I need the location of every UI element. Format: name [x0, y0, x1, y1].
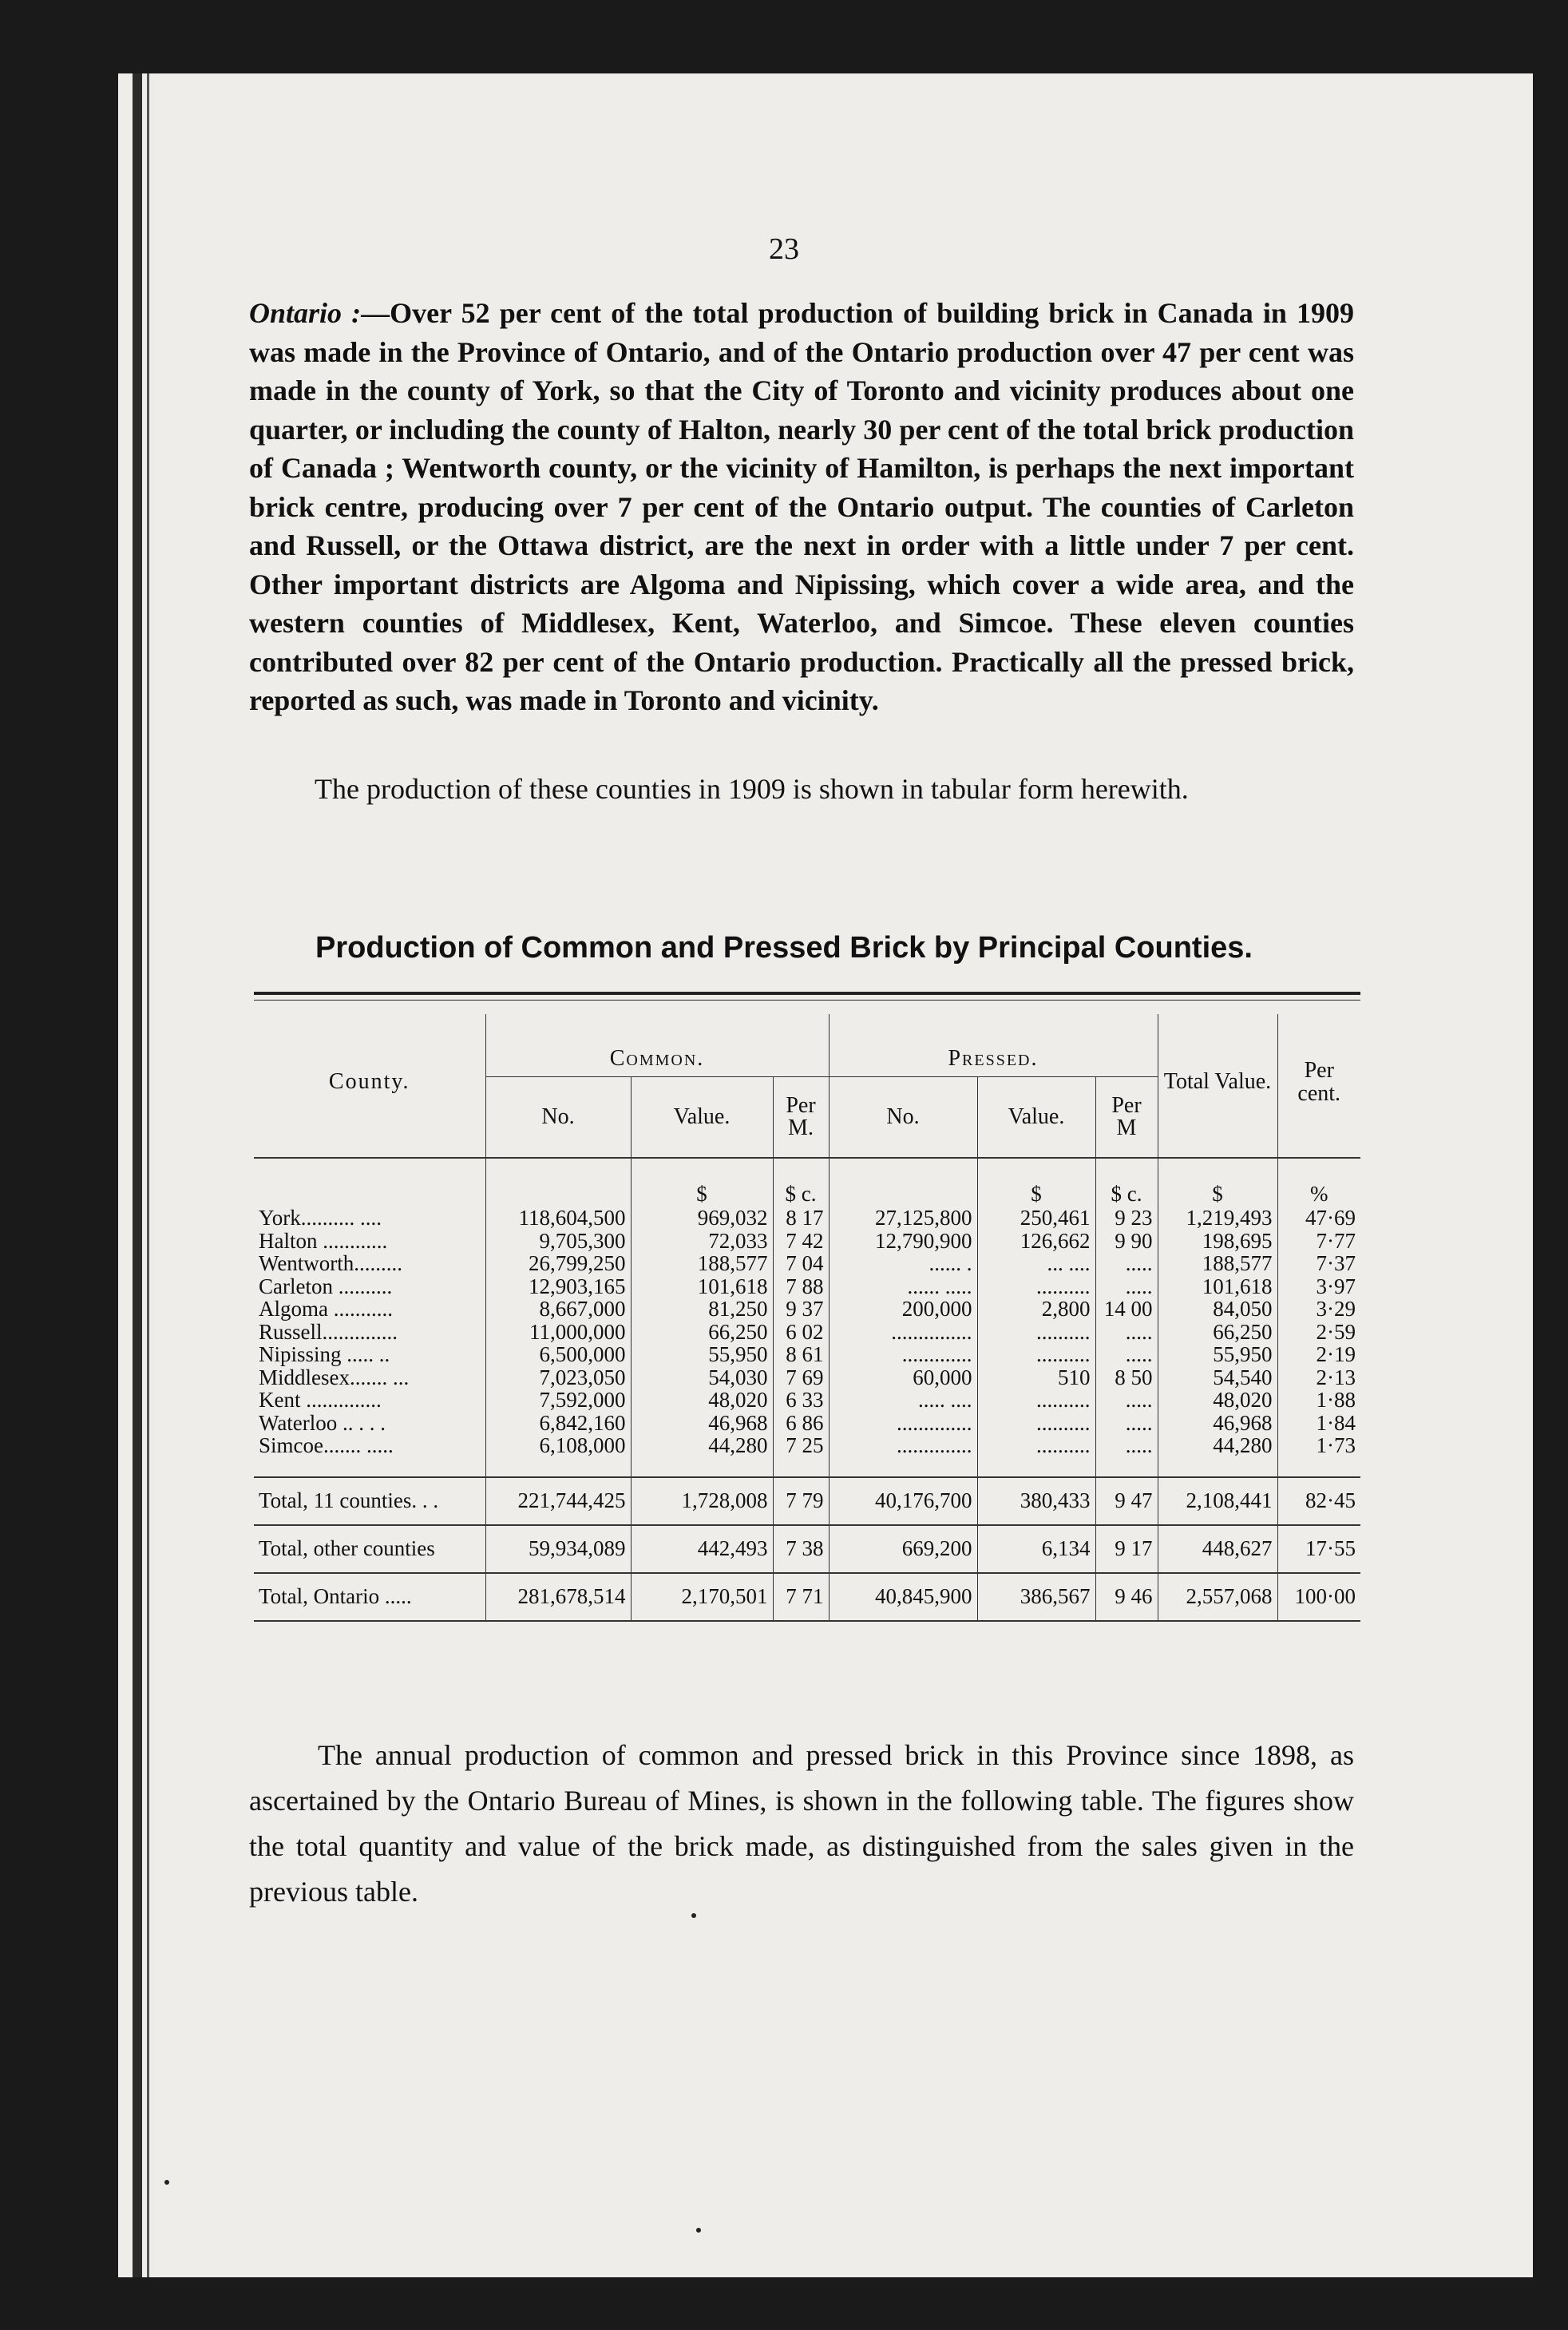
cell-county: York.......... .... — [259, 1206, 382, 1230]
cell-common-per-m: 8 17 — [773, 1207, 829, 1230]
cell-per-cent: 47·69 — [1277, 1207, 1360, 1230]
cell-pressed-per-m: ..... — [1095, 1321, 1158, 1344]
cell-common-value: 72,033 — [631, 1230, 773, 1253]
header-common: Common. — [485, 1014, 829, 1077]
cell-total-value: 54,540 — [1158, 1366, 1277, 1389]
total-row — [254, 1525, 1360, 1573]
total-pressed-no: 40,845,900 — [829, 1573, 977, 1621]
cell-county: Middlesex....... ... — [259, 1365, 410, 1389]
spacer-cell — [485, 1457, 631, 1477]
total-county: Total, 11 counties. . . — [254, 1477, 485, 1525]
table-row — [254, 1434, 1360, 1457]
cell-pressed-value: .......... — [977, 1389, 1095, 1412]
cell-total-value: 66,250 — [1158, 1321, 1277, 1344]
unit-common-per-m: $ c. — [773, 1158, 829, 1207]
cell-total-value: 198,695 — [1158, 1230, 1277, 1253]
header-common-value: Value. — [631, 1077, 773, 1159]
cell-common-per-m: 9 37 — [773, 1298, 829, 1321]
table-row — [254, 1321, 1360, 1344]
cell-pressed-value: .......... — [977, 1434, 1095, 1457]
cell-total-value: 188,577 — [1158, 1252, 1277, 1275]
cell-per-cent: 2·13 — [1277, 1366, 1360, 1389]
cell-pressed-value: 250,461 — [977, 1207, 1095, 1230]
cell-per-cent: 2·19 — [1277, 1343, 1360, 1366]
cell-common-no: 6,108,000 — [485, 1434, 631, 1457]
cell-pressed-value: 510 — [977, 1366, 1095, 1389]
header-pressed-per-m: Per M — [1095, 1077, 1158, 1159]
cell-pressed-no: ............. — [829, 1343, 977, 1366]
cell-pressed-value: .......... — [977, 1321, 1095, 1344]
cell-county: Waterloo .. . . . — [259, 1410, 386, 1435]
total-per-cent: 17·55 — [1277, 1525, 1360, 1573]
header-county: County. — [328, 1069, 410, 1095]
cell-pressed-no: 60,000 — [829, 1366, 977, 1389]
cell-pressed-no: 200,000 — [829, 1298, 977, 1321]
total-pressed-no: 40,176,700 — [829, 1477, 977, 1525]
total-pressed-value: 386,567 — [977, 1573, 1095, 1621]
production-table — [254, 1014, 1360, 1622]
cell-pressed-per-m: 8 50 — [1095, 1366, 1158, 1389]
total-pressed-per-m: 9 46 — [1095, 1573, 1158, 1621]
cell-common-value: 54,030 — [631, 1366, 773, 1389]
cell-pressed-per-m: ..... — [1095, 1343, 1158, 1366]
cell-county: Kent .............. — [259, 1388, 382, 1412]
speck — [696, 2228, 701, 2233]
cell-common-no: 6,500,000 — [485, 1343, 631, 1366]
cell-common-per-m: 8 61 — [773, 1343, 829, 1366]
cell-total-value: 48,020 — [1158, 1389, 1277, 1412]
header-common-per-m: Per M. — [773, 1077, 829, 1159]
table-row — [254, 1343, 1360, 1366]
spacer-row — [254, 1457, 1360, 1477]
total-common-per-m: 7 38 — [773, 1525, 829, 1573]
page-spine — [133, 73, 142, 2277]
total-common-no: 281,678,514 — [485, 1573, 631, 1621]
cell-county: Carleton .......... — [259, 1274, 393, 1298]
cell-common-per-m: 6 33 — [773, 1389, 829, 1412]
cell-per-cent: 1·84 — [1277, 1412, 1360, 1435]
cell-common-value: 81,250 — [631, 1298, 773, 1321]
table-body — [254, 1158, 1360, 1621]
cell-common-per-m: 6 02 — [773, 1321, 829, 1344]
cell-total-value: 1,219,493 — [1158, 1207, 1277, 1230]
table-row — [254, 1207, 1360, 1230]
cell-common-per-m: 7 88 — [773, 1275, 829, 1298]
cell-total-value: 44,280 — [1158, 1434, 1277, 1457]
cell-common-no: 9,705,300 — [485, 1230, 631, 1253]
unit-common-no — [485, 1158, 631, 1207]
cell-common-no: 12,903,165 — [485, 1275, 631, 1298]
total-pressed-per-m: 9 47 — [1095, 1477, 1158, 1525]
cell-common-no: 11,000,000 — [485, 1321, 631, 1344]
title-rule-thin — [254, 1000, 1360, 1001]
cell-common-per-m: 7 25 — [773, 1434, 829, 1457]
cell-common-no: 8,667,000 — [485, 1298, 631, 1321]
cell-per-cent: 2·59 — [1277, 1321, 1360, 1344]
cell-county: Russell.............. — [259, 1319, 398, 1344]
unit-pressed-per-m: $ c. — [1095, 1158, 1158, 1207]
cell-county: Wentworth......... — [259, 1251, 403, 1275]
table-title: Production of Common and Pressed Brick by Principal Counties. — [315, 931, 1253, 965]
total-per-cent: 100·00 — [1277, 1573, 1360, 1621]
total-total-value: 2,557,068 — [1158, 1573, 1277, 1621]
intro-text: —Over 52 per cent of the total production of building brick in Canada in 1909 was made in the Province of Ontario, and of the Ontario production over 47 per cent was made in the county of York, so that the City of Toronto and vicinity produces about one quarter, or including the county of Halton, nearly 30 per cent of the total brick production of Canada ; Wentworth county, or the vicinity of Hamilton, is perhaps the next important brick centre, producing over 7 per cent of the Ontario output. The counties of Carleton and Russell, or the Ottawa district, are the next in order with a little under 7 per cent. Other important districts are Algoma and Nipissing, which cover a wide area, and the western counties of Middlesex, Kent, Waterloo, and Simcoe. These eleven counties contributed over 82 per cent of the Ontario production. Practically all the pressed brick, reported as such, was made in Toronto and vicinity. — [249, 297, 1354, 716]
header-pressed: Pressed. — [829, 1014, 1158, 1077]
cell-county: Simcoe....... ..... — [259, 1433, 394, 1457]
spacer-cell — [254, 1457, 485, 1477]
cell-total-value: 55,950 — [1158, 1343, 1277, 1366]
cell-common-no: 118,604,500 — [485, 1207, 631, 1230]
cell-common-no: 26,799,250 — [485, 1252, 631, 1275]
total-row — [254, 1573, 1360, 1621]
cell-pressed-per-m: 9 90 — [1095, 1230, 1158, 1253]
total-county: Total, Ontario ..... — [254, 1573, 485, 1621]
unit-pressed-value: $ — [977, 1158, 1095, 1207]
cell-common-no: 6,842,160 — [485, 1412, 631, 1435]
cell-common-per-m: 7 04 — [773, 1252, 829, 1275]
spacer-cell — [1277, 1457, 1360, 1477]
cell-common-value: 55,950 — [631, 1343, 773, 1366]
header-total-value: Total Value. — [1158, 1014, 1277, 1158]
cell-pressed-no: .............. — [829, 1434, 977, 1457]
total-total-value: 2,108,441 — [1158, 1477, 1277, 1525]
total-common-no: 59,934,089 — [485, 1525, 631, 1573]
total-common-no: 221,744,425 — [485, 1477, 631, 1525]
total-total-value: 448,627 — [1158, 1525, 1277, 1573]
cell-pressed-value: ... .... — [977, 1252, 1095, 1275]
header-per-cent: Per cent. — [1277, 1014, 1360, 1158]
cell-pressed-value: 2,800 — [977, 1298, 1095, 1321]
speck — [164, 2180, 169, 2185]
closing-paragraph: The annual production of common and pressed brick in this Province since 1898, as ascertained by the Ontario Bureau of Mines, is shown in the following table. The figures show the total quantity and value of the brick made, as distinguished from the sales given in the previous table. — [249, 1739, 1354, 1908]
cell-common-value: 969,032 — [631, 1207, 773, 1230]
page-number: 23 — [769, 232, 799, 266]
cell-per-cent: 3·97 — [1277, 1275, 1360, 1298]
header-pressed-no: No. — [829, 1077, 977, 1159]
cell-pressed-value: 126,662 — [977, 1230, 1095, 1253]
table-row — [254, 1412, 1360, 1435]
table-row — [254, 1389, 1360, 1412]
cell-total-value: 101,618 — [1158, 1275, 1277, 1298]
cell-total-value: 46,968 — [1158, 1412, 1277, 1435]
unit-pressed-no — [829, 1158, 977, 1207]
cell-county: Halton ............ — [259, 1228, 388, 1253]
table-row — [254, 1230, 1360, 1253]
table-row — [254, 1298, 1360, 1321]
total-pressed-value: 6,134 — [977, 1525, 1095, 1573]
cell-common-no: 7,023,050 — [485, 1366, 631, 1389]
cell-pressed-per-m: ..... — [1095, 1275, 1158, 1298]
total-pressed-no: 669,200 — [829, 1525, 977, 1573]
spacer-cell — [829, 1457, 977, 1477]
table-row — [254, 1275, 1360, 1298]
cell-common-value: 48,020 — [631, 1389, 773, 1412]
cell-pressed-per-m: ..... — [1095, 1389, 1158, 1412]
cell-pressed-per-m: 9 23 — [1095, 1207, 1158, 1230]
cell-pressed-no: ...... ..... — [829, 1275, 977, 1298]
cell-county: Algoma ........... — [259, 1297, 393, 1321]
cell-pressed-value: .......... — [977, 1412, 1095, 1435]
cell-per-cent: 7·37 — [1277, 1252, 1360, 1275]
total-common-per-m: 7 79 — [773, 1477, 829, 1525]
total-common-per-m: 7 71 — [773, 1573, 829, 1621]
total-row — [254, 1477, 1360, 1525]
spacer-cell — [1158, 1457, 1277, 1477]
cell-per-cent: 1·88 — [1277, 1389, 1360, 1412]
total-pressed-value: 380,433 — [977, 1477, 1095, 1525]
cell-pressed-no: .............. — [829, 1412, 977, 1435]
unit-common-value: $ — [631, 1158, 773, 1207]
header-pressed-value: Value. — [977, 1077, 1095, 1159]
cell-pressed-no: ..... .... — [829, 1389, 977, 1412]
cell-pressed-no: 27,125,800 — [829, 1207, 977, 1230]
table-row — [254, 1252, 1360, 1275]
cell-common-value: 44,280 — [631, 1434, 773, 1457]
cell-total-value: 84,050 — [1158, 1298, 1277, 1321]
title-rule-thick — [254, 992, 1360, 995]
spacer-cell — [977, 1457, 1095, 1477]
total-county: Total, other counties — [254, 1525, 485, 1573]
cell-pressed-no: ...... . — [829, 1252, 977, 1275]
header-common-no: No. — [485, 1077, 631, 1159]
cell-pressed-value: .......... — [977, 1343, 1095, 1366]
unit-county — [254, 1158, 485, 1207]
cell-common-per-m: 6 86 — [773, 1412, 829, 1435]
cell-per-cent: 1·73 — [1277, 1434, 1360, 1457]
units-row — [254, 1158, 1360, 1207]
cell-common-value: 46,968 — [631, 1412, 773, 1435]
table-intro-paragraph: The production of these counties in 1909 is shown in tabular form herewith. — [315, 773, 1189, 805]
cell-per-cent: 7·77 — [1277, 1230, 1360, 1253]
spacer-cell — [773, 1457, 829, 1477]
intro-paragraph — [249, 294, 1354, 720]
cell-pressed-value: .......... — [977, 1275, 1095, 1298]
cell-pressed-per-m: ..... — [1095, 1412, 1158, 1435]
total-common-value: 1,728,008 — [631, 1477, 773, 1525]
cell-county: Nipissing ..... .. — [259, 1342, 390, 1366]
cell-common-value: 188,577 — [631, 1252, 773, 1275]
total-pressed-per-m: 9 17 — [1095, 1525, 1158, 1573]
cell-common-per-m: 7 69 — [773, 1366, 829, 1389]
unit-total-value: $ — [1158, 1158, 1277, 1207]
cell-pressed-per-m: ..... — [1095, 1434, 1158, 1457]
cell-common-per-m: 7 42 — [773, 1230, 829, 1253]
cell-common-value: 66,250 — [631, 1321, 773, 1344]
cell-pressed-per-m: 14 00 — [1095, 1298, 1158, 1321]
intro-lead: Ontario : — [249, 297, 362, 329]
cell-common-value: 101,618 — [631, 1275, 773, 1298]
total-common-value: 442,493 — [631, 1525, 773, 1573]
total-per-cent: 82·45 — [1277, 1477, 1360, 1525]
cell-per-cent: 3·29 — [1277, 1298, 1360, 1321]
page-spine-edge — [147, 73, 149, 2277]
total-common-value: 2,170,501 — [631, 1573, 773, 1621]
cell-pressed-per-m: ..... — [1095, 1252, 1158, 1275]
table-row — [254, 1366, 1360, 1389]
spacer-cell — [1095, 1457, 1158, 1477]
speck — [691, 1913, 696, 1918]
cell-pressed-no: ............... — [829, 1321, 977, 1344]
header-row-groups — [254, 1014, 1360, 1077]
cell-pressed-no: 12,790,900 — [829, 1230, 977, 1253]
unit-per-cent: % — [1277, 1158, 1360, 1207]
spacer-cell — [631, 1457, 773, 1477]
cell-common-no: 7,592,000 — [485, 1389, 631, 1412]
